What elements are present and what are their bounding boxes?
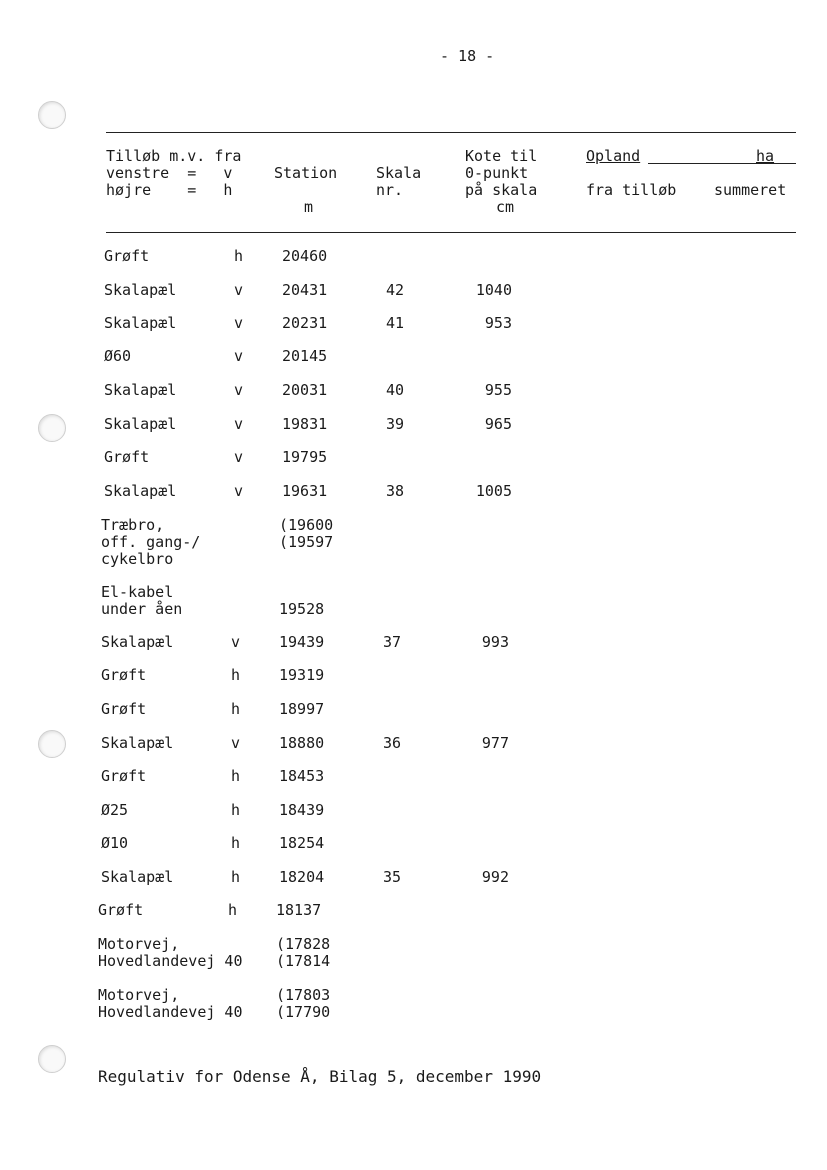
- row-name: El-kabel under åen: [101, 583, 183, 618]
- row-station: (17828 (17814: [276, 935, 331, 970]
- header-opland: Opland: [586, 147, 641, 165]
- row-name: Skalapæl: [101, 633, 174, 651]
- row-station: 19319: [279, 666, 325, 684]
- row-kote: 977: [481, 734, 509, 752]
- row-name: Træbro, off. gang-/ cykelbro: [101, 516, 201, 568]
- binder-hole: [38, 414, 66, 442]
- row-name: Grøft: [101, 700, 147, 718]
- row-station: 20145: [282, 347, 328, 365]
- row-side: h: [231, 666, 241, 684]
- row-station: 19631: [282, 482, 328, 500]
- row-station: 19439: [279, 633, 325, 651]
- row-side: v: [234, 415, 244, 433]
- header-station: Station: [274, 164, 338, 182]
- header-skala-line1: Skala: [376, 164, 422, 182]
- row-station: (19600 (19597: [279, 516, 334, 551]
- header-kote-unit: cm: [496, 198, 515, 216]
- row-station: 18453: [279, 767, 325, 785]
- row-station: 18997: [279, 700, 325, 718]
- row-station: 20231: [282, 314, 328, 332]
- row-skala: 40: [385, 381, 404, 399]
- binder-hole: [38, 730, 66, 758]
- row-name: Motorvej, Hovedlandevej 40: [98, 986, 243, 1021]
- row-kote: 965: [484, 415, 512, 433]
- row-name: Motorvej, Hovedlandevej 40: [98, 935, 243, 970]
- row-name: Grøft: [98, 901, 144, 919]
- header-station-unit: m: [304, 198, 314, 216]
- row-skala: 41: [385, 314, 404, 332]
- row-side: h: [231, 868, 241, 886]
- row-kote: 1040: [475, 281, 512, 299]
- row-name: Grøft: [101, 666, 147, 684]
- row-name: Skalapæl: [104, 415, 177, 433]
- row-station: 18439: [279, 801, 325, 819]
- row-name: Ø10: [101, 834, 129, 852]
- row-station: 18254: [279, 834, 325, 852]
- header-kote-line3: på skala: [465, 181, 538, 199]
- row-skala: 42: [385, 281, 404, 299]
- row-side: h: [231, 801, 241, 819]
- row-side: v: [234, 347, 244, 365]
- row-side: h: [231, 767, 241, 785]
- row-side: v: [231, 633, 241, 651]
- header-ha: ha: [756, 147, 775, 165]
- row-name: Skalapæl: [104, 482, 177, 500]
- row-name: Ø60: [104, 347, 132, 365]
- row-skala: 39: [385, 415, 404, 433]
- row-name: Grøft: [101, 767, 147, 785]
- row-skala: 35: [382, 868, 401, 886]
- row-station: 19528: [279, 600, 325, 618]
- row-side: v: [234, 448, 244, 466]
- row-station: 18137: [276, 901, 322, 919]
- row-skala: 37: [382, 633, 401, 651]
- header-kote-line2: 0-punkt: [465, 164, 529, 182]
- row-side: h: [234, 247, 244, 265]
- row-station: 19831: [282, 415, 328, 433]
- row-skala: 36: [382, 734, 401, 752]
- row-skala: 38: [385, 482, 404, 500]
- header-skala-line2: nr.: [376, 181, 404, 199]
- header-tillob-line3: højre = h: [106, 181, 233, 199]
- row-station: 20031: [282, 381, 328, 399]
- row-side: v: [234, 314, 244, 332]
- row-name: Skalapæl: [104, 314, 177, 332]
- row-kote: 992: [481, 868, 509, 886]
- header-fra-tillob: fra tilløb: [586, 181, 677, 199]
- header-summeret: summeret: [714, 181, 787, 199]
- row-kote: 993: [481, 633, 509, 651]
- row-name: Skalapæl: [101, 734, 174, 752]
- binder-hole: [38, 101, 66, 129]
- row-side: h: [228, 901, 238, 919]
- row-station: (17803 (17790: [276, 986, 331, 1021]
- row-kote: 1005: [475, 482, 512, 500]
- row-side: v: [234, 281, 244, 299]
- row-station: 19795: [282, 448, 328, 466]
- binder-hole: [38, 1045, 66, 1073]
- row-name: Skalapæl: [104, 381, 177, 399]
- header-bottom-rule: [106, 232, 796, 233]
- row-name: Ø25: [101, 801, 129, 819]
- page-number: - 18 -: [440, 47, 495, 65]
- table-top-rule: [106, 132, 796, 133]
- row-name: Skalapæl: [104, 281, 177, 299]
- row-kote: 955: [484, 381, 512, 399]
- row-side: h: [231, 700, 241, 718]
- header-tillob-line2: venstre = v: [106, 164, 233, 182]
- row-side: h: [231, 834, 241, 852]
- row-station: 18204: [279, 868, 325, 886]
- row-station: 18880: [279, 734, 325, 752]
- row-side: v: [234, 482, 244, 500]
- row-station: 20460: [282, 247, 328, 265]
- row-station: 20431: [282, 281, 328, 299]
- row-kote: 953: [484, 314, 512, 332]
- header-tillob-line1: Tilløb m.v. fra: [106, 147, 242, 165]
- row-name: Skalapæl: [101, 868, 174, 886]
- header-kote-line1: Kote til: [465, 147, 538, 165]
- row-side: v: [234, 381, 244, 399]
- footer-caption: Regulativ for Odense Å, Bilag 5, december 1990: [98, 1067, 542, 1086]
- row-name: Grøft: [104, 247, 150, 265]
- row-side: v: [231, 734, 241, 752]
- row-name: Grøft: [104, 448, 150, 466]
